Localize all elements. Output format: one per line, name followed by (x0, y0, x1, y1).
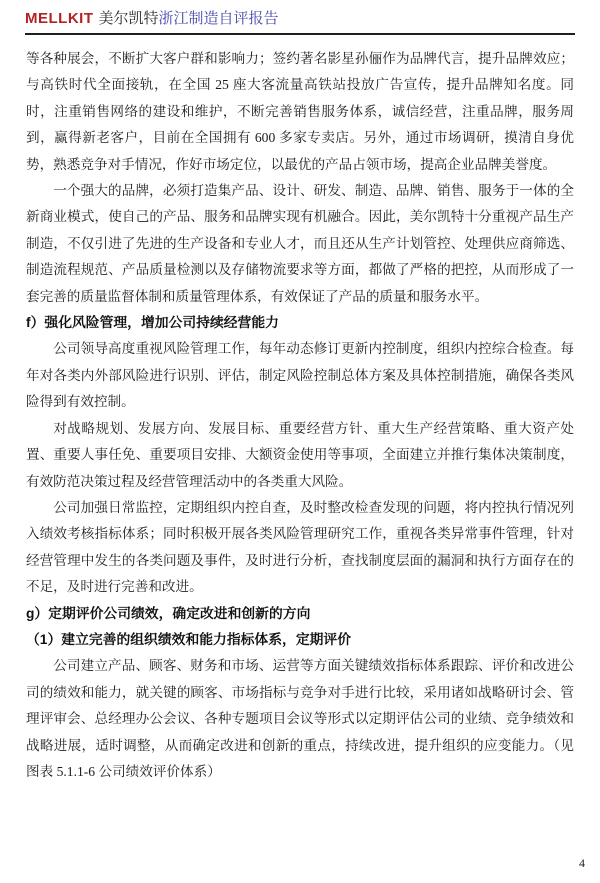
subsection-heading-1-kpi-system: （1）建立完善的组织绩效和能力指标体系，定期评价 (26, 631, 351, 647)
paragraph-collective-decision: 对战略规划、发展方向、发展目标、重要经营方针、重大生产经营策略、重大资产处置、重要人事任免、重要项目安排、大额资金使用等事项，全面建立并推行集体决策制度，有效防范决策过程及经营管理活动中的各类重大风险。 (26, 420, 574, 489)
header-report-title: 浙江制造自评报告 (158, 11, 279, 27)
paragraph-brand-promotion: 等各种展会，不断扩大客户群和影响力；签约著名影星孙俪作为品牌代言，提升品牌效应；与高铁时代全面接轨，在全国 25 座大客流量高铁站投放广告宣传，提升品牌知名度。同时，注重销售网络的建设和维护，不断完善销售服务体系，诚信经营，注重品牌，服务周到，赢得新老客户，目前在全国拥有 600 多家专卖店。另外，通过市场调研，摸清自身优势，熟悉竞争对手情况，作好市场定位，以最优的产品占领市场，提高企业品牌美誉度。 (26, 51, 574, 172)
paragraph-daily-monitoring: 公司加强日常监控，定期组织内控自查，及时整改检查发现的问题，将内控执行情况列入绩效考核指标体系；同时积极开展各类风险管理研究工作，重视各类异常事件管理，针对经营管理中发生的各类问题及事件，及时进行分析，查找制度层面的漏洞和执行方面存在的不足，及时进行完善和改进。 (26, 499, 574, 595)
paragraph-risk-control: 公司领导高度重视风险管理工作，每年动态修订更新内控制度，组织内控综合检查。每年对各类内外部风险进行识别、评估，制定风险控制总体方案及具体控制措施，确保各类风险得到有效控制。 (26, 341, 574, 410)
brand-logo-text: MELLKIT (25, 10, 94, 27)
paragraph-strong-brand: 一个强大的品牌，必须打造集产品、设计、研发、制造、品牌、销售、服务于一体的全新商业模式，使自己的产品、服务和品牌实现有机融合。因此，美尔凯特十分重视产品生产制造，不仅引进了先进的生产设备和专业人才，而且还从生产计划管控、处理供应商筛选、制造流程规范、产品质量检测以及存储物流要求等方面，都做了严格的把控，从而形成了一套完善的质量监督体制和质量管理体系，有效保证了产品的质量和服务水平。 (26, 183, 574, 304)
header-company-name: 美尔凯特 (98, 11, 159, 27)
page-number: 4 (579, 856, 585, 870)
paragraph-kpi-tracking: 公司建立产品、顾客、财务和市场、运营等方面关键绩效指标体系跟踪、评价和改进公司的绩效和能力，就关键的顾客、市场指标与竞争对手进行比较，采用诸如战略研讨会、管理评审会、总经理办公会议、各种专题项目会议等形式以定期评估公司的业绩、竞争绩效和战略进展，适时调整，从而确定改进和创新的重点，持续改进，提升组织的应变能力。（见图表 5.1.1-6 公司绩效评价体系） (26, 658, 574, 779)
report-header (25, 9, 575, 35)
section-heading-f-risk-management: f）强化风险管理，增加公司持续经营能力 (26, 315, 279, 331)
section-heading-g-performance-evaluation: g）定期评价公司绩效，确定改进和创新的方向 (26, 605, 311, 621)
document-body (26, 46, 574, 785)
